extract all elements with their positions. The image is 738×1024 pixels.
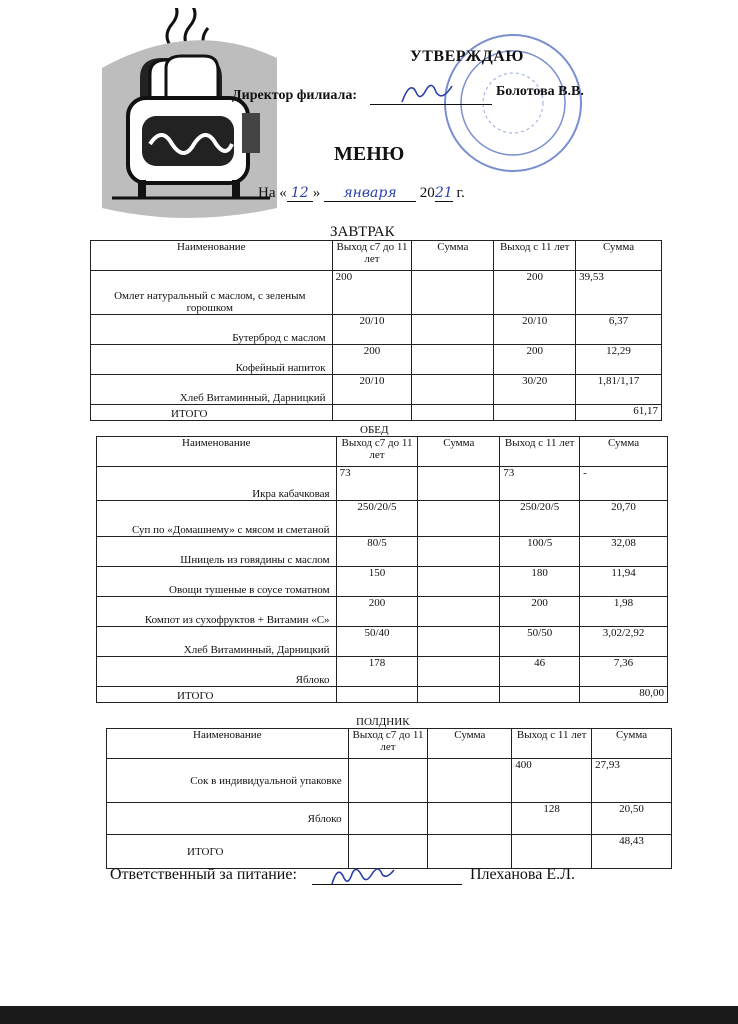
breakfast-title: ЗАВТРАК <box>330 224 395 240</box>
date-suffix: г. <box>456 185 465 201</box>
col-name-header: Наименование <box>97 437 337 467</box>
sum-11: - <box>580 467 668 501</box>
sum-7-11 <box>412 271 494 315</box>
yield-11: 180 <box>500 567 580 597</box>
yield-7-11: 20/10 <box>332 375 412 405</box>
col-yield-11-header: Выход с 11 лет <box>494 241 576 271</box>
sum-7-11 <box>418 567 500 597</box>
yield-11: 30/20 <box>494 375 576 405</box>
sum-7-11 <box>428 803 512 835</box>
yield-11: 20/10 <box>494 315 576 345</box>
yield-7-11: 178 <box>336 657 418 687</box>
sum-11: 7,36 <box>580 657 668 687</box>
dish-name: Суп по «Домашнему» с мясом и сметаной <box>97 501 337 537</box>
yield-11: 250/20/5 <box>500 501 580 537</box>
sum-11: 11,94 <box>580 567 668 597</box>
breakfast-table <box>90 240 662 421</box>
total-yield-7-11 <box>336 687 418 703</box>
sum-11: 39,53 <box>576 271 662 315</box>
yield-11: 200 <box>494 271 576 315</box>
scan-edge-bar <box>0 1006 738 1024</box>
total-sum-11: 48,43 <box>592 835 672 869</box>
yield-11: 400 <box>512 759 592 803</box>
table-row <box>91 345 662 375</box>
dish-name: Хлеб Витаминный, Дарницкий <box>91 375 333 405</box>
dish-name: Бутерброд с маслом <box>91 315 333 345</box>
director-signature <box>398 78 456 108</box>
toaster-clipart <box>92 8 282 218</box>
yield-7-11: 200 <box>336 597 418 627</box>
yield-11: 46 <box>500 657 580 687</box>
menu-date <box>258 185 465 202</box>
table-header-row <box>97 437 668 467</box>
col-yield-7-11-header: Выход с7 до 11 лет <box>336 437 418 467</box>
table-row <box>97 537 668 567</box>
sum-7-11 <box>418 627 500 657</box>
sum-11: 1,81/1,17 <box>576 375 662 405</box>
col-yield-11-header: Выход с 11 лет <box>512 729 592 759</box>
yield-7-11: 20/10 <box>332 315 412 345</box>
snack-table <box>106 728 672 869</box>
col-sum-header: Сумма <box>580 437 668 467</box>
sum-7-11 <box>412 315 494 345</box>
total-yield-11 <box>494 405 576 421</box>
date-month: января <box>324 185 416 202</box>
col-yield-7-11-header: Выход с7 до 11 лет <box>348 729 428 759</box>
dish-name: Овощи тушеные в соусе томатном <box>97 567 337 597</box>
sum-7-11 <box>418 537 500 567</box>
total-label: ИТОГО <box>91 405 333 421</box>
table-row <box>97 467 668 501</box>
total-label: ИТОГО <box>107 835 349 869</box>
lunch-title: ОБЕД <box>360 424 389 436</box>
responsible-label: Ответственный за питание: <box>110 866 297 883</box>
col-sum-header: Сумма <box>412 241 494 271</box>
col-sum-header: Сумма <box>592 729 672 759</box>
sum-11: 20,50 <box>592 803 672 835</box>
dish-name: Хлеб Витаминный, Дарницкий <box>97 627 337 657</box>
yield-11: 200 <box>494 345 576 375</box>
lunch-table <box>96 436 668 703</box>
total-sum-11: 80,00 <box>580 687 668 703</box>
date-prefix: На « <box>258 185 287 201</box>
yield-7-11: 80/5 <box>336 537 418 567</box>
total-sum-7-11 <box>412 405 494 421</box>
table-row <box>91 315 662 345</box>
yield-7-11: 200 <box>332 271 412 315</box>
sum-11: 1,98 <box>580 597 668 627</box>
sum-7-11 <box>428 759 512 803</box>
sum-7-11 <box>412 375 494 405</box>
yield-7-11: 50/40 <box>336 627 418 657</box>
table-row <box>91 375 662 405</box>
date-day: 12 <box>287 185 313 202</box>
snack-title: ПОЛДНИК <box>356 716 410 728</box>
dish-name: Яблоко <box>97 657 337 687</box>
approve-stamp-text: УТВЕРЖДАЮ <box>410 48 524 65</box>
yield-7-11: 73 <box>336 467 418 501</box>
yield-11: 200 <box>500 597 580 627</box>
sum-7-11 <box>412 345 494 375</box>
director-name: Болотова В.В. <box>496 84 584 99</box>
dish-name: Икра кабачковая <box>97 467 337 501</box>
sum-7-11 <box>418 657 500 687</box>
col-sum-header: Сумма <box>428 729 512 759</box>
total-row <box>97 687 668 703</box>
col-sum-header: Сумма <box>576 241 662 271</box>
total-yield-7-11 <box>332 405 412 421</box>
yield-7-11: 150 <box>336 567 418 597</box>
date-year-suffix: 21 <box>434 185 453 201</box>
sum-11: 27,93 <box>592 759 672 803</box>
date-year-prefix: 20 <box>419 185 435 201</box>
sum-7-11 <box>418 597 500 627</box>
date-mid: » <box>312 185 321 201</box>
total-sum-7-11 <box>428 835 512 869</box>
page-title: МЕНЮ <box>334 143 405 165</box>
sum-11: 6,37 <box>576 315 662 345</box>
yield-7-11 <box>348 803 428 835</box>
director-label: Директор филиала: <box>232 88 358 103</box>
yield-11: 73 <box>500 467 580 501</box>
table-row <box>97 657 668 687</box>
total-yield-11 <box>500 687 580 703</box>
table-row <box>97 597 668 627</box>
dish-name: Яблоко <box>107 803 349 835</box>
table-row <box>91 271 662 315</box>
table-row <box>107 803 672 835</box>
yield-11: 100/5 <box>500 537 580 567</box>
dish-name: Омлет натуральный с маслом, с зеленым горошком <box>91 271 333 315</box>
dish-name: Шницель из говядины с маслом <box>97 537 337 567</box>
table-header-row <box>107 729 672 759</box>
dish-name: Кофейный напиток <box>91 345 333 375</box>
total-yield-11 <box>512 835 592 869</box>
table-row <box>107 759 672 803</box>
sum-7-11 <box>418 501 500 537</box>
sum-11: 12,29 <box>576 345 662 375</box>
col-yield-7-11-header: Выход с7 до 11 лет <box>332 241 412 271</box>
total-sum-11: 61,17 <box>576 405 662 421</box>
yield-7-11 <box>348 759 428 803</box>
col-name-header: Наименование <box>91 241 333 271</box>
total-sum-7-11 <box>418 687 500 703</box>
col-yield-11-header: Выход с 11 лет <box>500 437 580 467</box>
table-row <box>97 567 668 597</box>
dish-name: Компот из сухофруктов + Витамин «С» <box>97 597 337 627</box>
col-name-header: Наименование <box>107 729 349 759</box>
responsible-signature <box>328 862 398 890</box>
sum-7-11 <box>418 467 500 501</box>
yield-11: 50/50 <box>500 627 580 657</box>
table-row <box>97 501 668 537</box>
table-header-row <box>91 241 662 271</box>
yield-7-11: 250/20/5 <box>336 501 418 537</box>
sum-11: 20,70 <box>580 501 668 537</box>
yield-7-11: 200 <box>332 345 412 375</box>
dish-name: Сок в индивидуальной упаковке <box>107 759 349 803</box>
responsible-name: Плеханова Е.Л. <box>470 866 575 883</box>
yield-11: 128 <box>512 803 592 835</box>
col-sum-header: Сумма <box>418 437 500 467</box>
total-label: ИТОГО <box>97 687 337 703</box>
sum-11: 32,08 <box>580 537 668 567</box>
sum-11: 3,02/2,92 <box>580 627 668 657</box>
total-row <box>91 405 662 421</box>
table-row <box>97 627 668 657</box>
